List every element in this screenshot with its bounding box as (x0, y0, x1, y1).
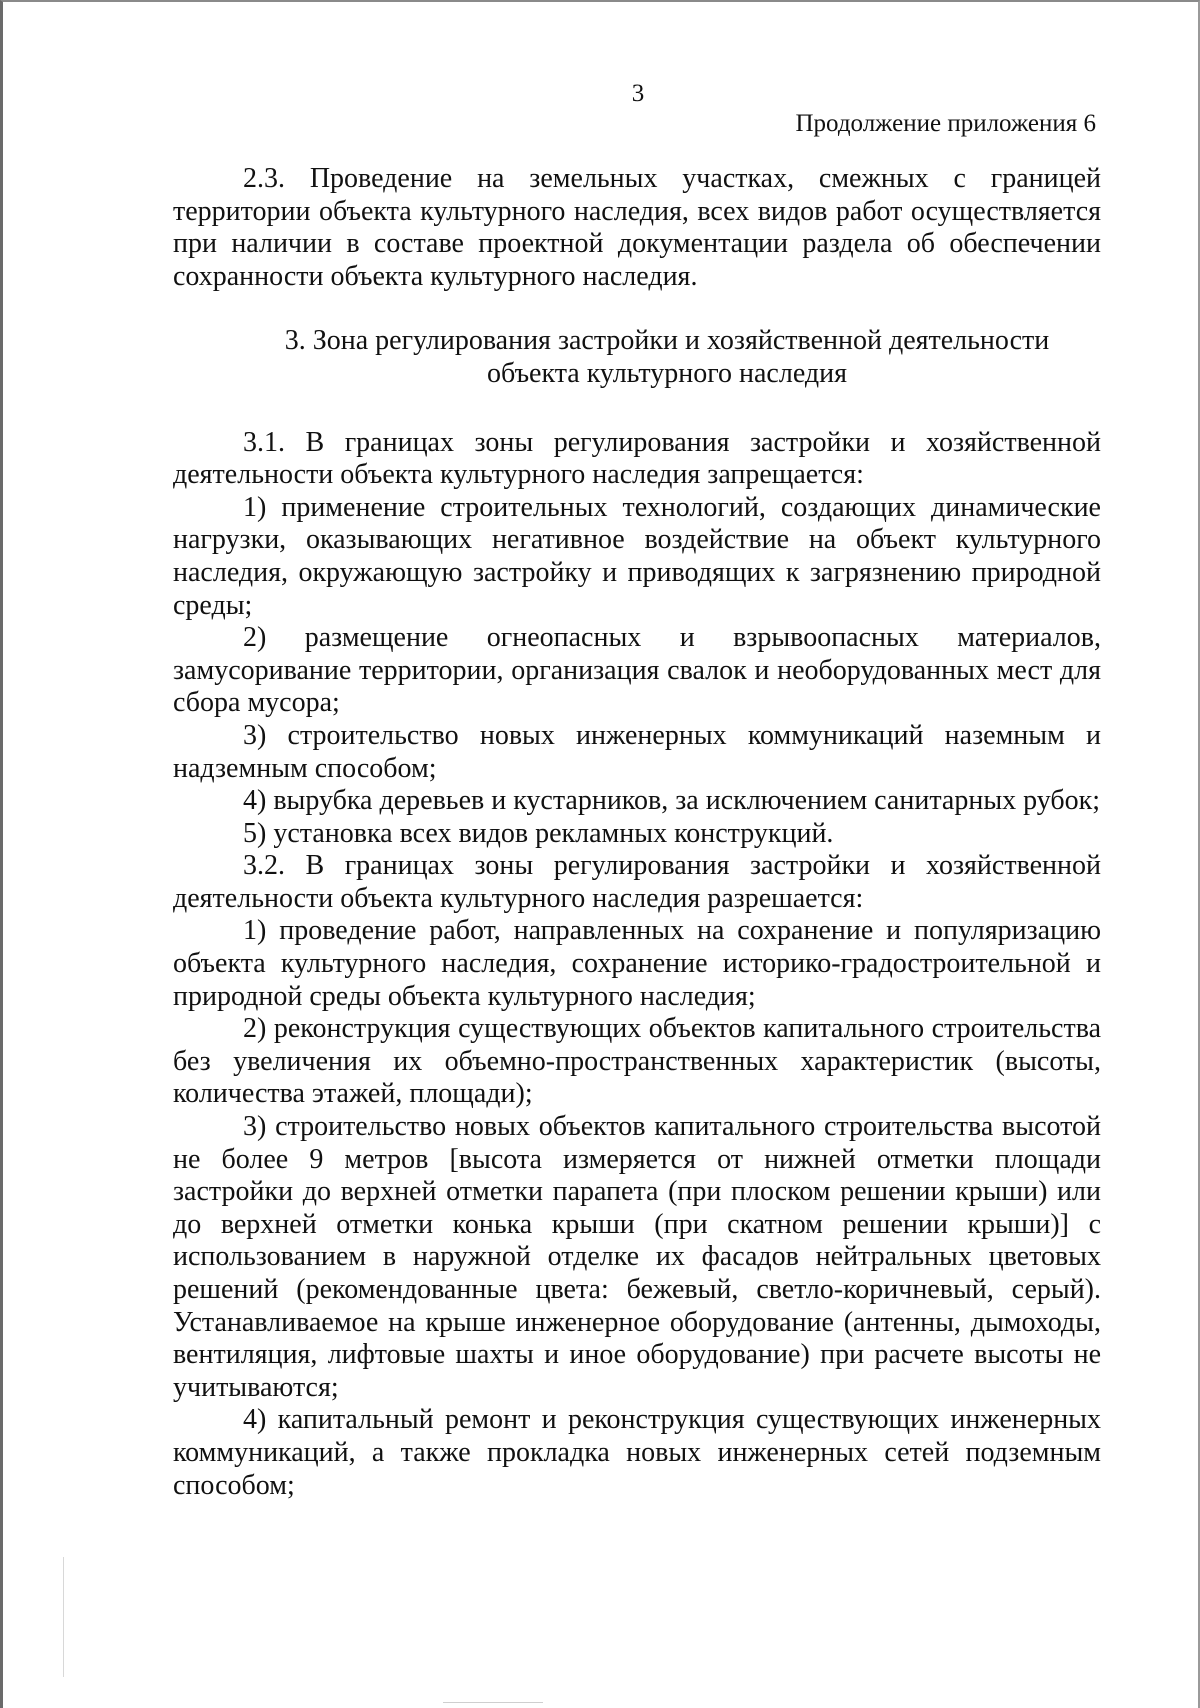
list-item-3-2-2: 2) реконструкция существующих объектов капитального строительства без увеличения их объемно-пространственных характеристик (высоты, количества этажей, площади); (173, 1013, 1101, 1110)
list-item-3-1-3: 3) строительство новых инженерных коммуникаций наземным и надземным способом; (173, 719, 1101, 784)
appendix-continuation-note: Продолжение приложения 6 (795, 110, 1096, 137)
section-3-title-line-2: объекта культурного наследия (487, 357, 847, 389)
list-item-3-2-3: 3) строительство новых объектов капитального строительства высотой не более 9 метров [высота измеряется от нижней отметки площади застройки до верхней отметки парапета (при плоском решении крыши) или до верхней отметки конька крыши (при скатном решении крыши)] с использованием в наружной отделке их фасадов нейтральных цветовых решений (рекомендованные цвета: бежевый, светло-коричневый, серый). Устанавливаемое на крыше инженерное оборудование (антенны, дымоходы, вентиляция, лифтовые шахты и иное оборудование) при расчете высоты не учитываются; (173, 1111, 1101, 1403)
list-item-3-1-2: 2) размещение огнеопасных и взрывоопасных материалов, замусоривание территории, организация свалок и необорудованных мест для сбора мусора; (173, 622, 1101, 719)
list-item-3-1-4: 4) вырубка деревьев и кустарников, за исключением санитарных рубок; (243, 785, 1101, 817)
list-item-3-1-1: 1) применение строительных технологий, создающих динамические нагрузки, оказывающих негативное воздействие на объект культурного наследия, окружающую застройку и приводящих к загрязнению природной среды; (173, 491, 1101, 621)
scan-artifact-dash (443, 1702, 543, 1703)
section-3-title (173, 325, 1101, 390)
section-3-title-line-1: 3. Зона регулирования застройки и хозяйственной деятельности (284, 325, 1050, 357)
list-item-3-2-4: 4) капитальный ремонт и реконструкция существующих инженерных коммуникаций, а также прокладка новых инженерных сетей подземным способом; (173, 1404, 1101, 1501)
paragraph-3-1: 3.1. В границах зоны регулирования застройки и хозяйственной деятельности объекта культурного наследия запрещается: (173, 426, 1101, 491)
paragraph-2-3: 2.3. Проведение на земельных участках, смежных с границей территории объекта культурного наследия, всех видов работ осуществляется при наличии в составе проектной документации раздела об обеспечении сохранности объекта культурного наследия. (173, 163, 1101, 292)
page-number: 3 (631, 80, 645, 107)
list-item-3-1-5: 5) установка всех видов рекламных конструкций. (243, 817, 834, 849)
paragraph-3-2: 3.2. В границах зоны регулирования застройки и хозяйственной деятельности объекта культурного наследия разрешается: (173, 850, 1101, 914)
list-item-3-2-1: 1) проведение работ, направленных на сохранение и популяризацию объекта культурного наследия, сохранение историко-градостроительной и природной среды объекта культурного наследия; (173, 915, 1101, 1012)
document-body (173, 163, 1101, 1502)
scan-artifact-line (63, 1557, 64, 1677)
